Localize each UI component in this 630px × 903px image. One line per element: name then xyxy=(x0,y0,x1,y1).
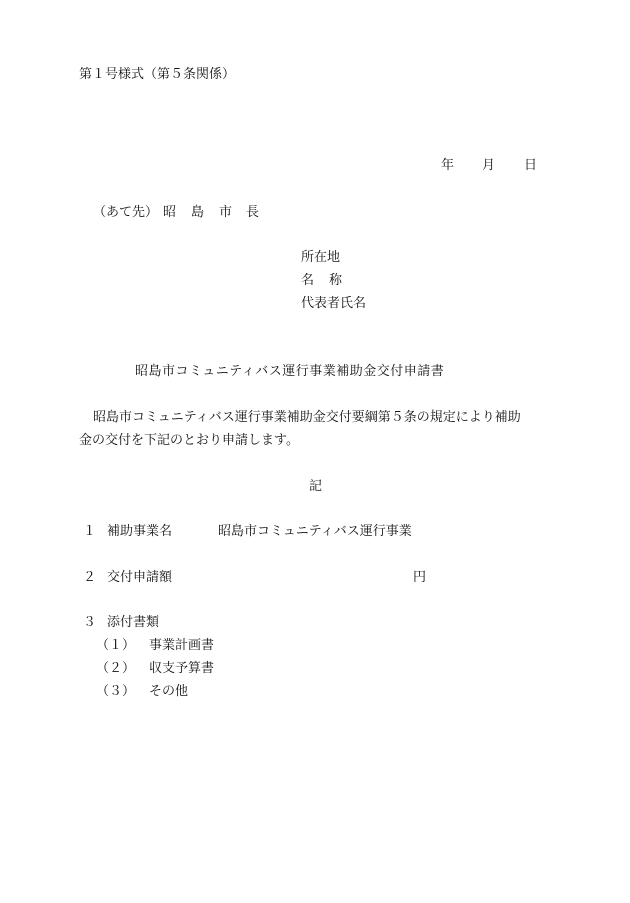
date-year: 年 xyxy=(441,158,455,173)
addressee-char-2: 島 xyxy=(191,205,205,220)
body-line-1: 昭島市コミュニティバス運行事業補助金交付要綱第５条の規定により補助 xyxy=(93,410,521,425)
applicant-representative-label: 代表者氏名 xyxy=(301,296,367,311)
addressee-char-1: 昭 xyxy=(163,205,177,220)
form-number: 第１号様式（第５条関係） xyxy=(79,67,236,82)
attachment-1-number: （１） xyxy=(96,638,136,653)
applicant-name-label-1: 名 xyxy=(301,273,315,288)
item3-label: 添付書類 xyxy=(107,615,160,630)
item1-label: 補助事業名 xyxy=(107,524,173,539)
applicant-name-label-2: 称 xyxy=(329,273,343,288)
attachment-1-label: 事業計画書 xyxy=(149,638,215,653)
addressee-char-3: 市 xyxy=(219,205,233,220)
ki-heading: 記 xyxy=(309,479,323,494)
item1-number: １ xyxy=(83,524,97,539)
item1-value: 昭島市コミュニティバス運行事業 xyxy=(218,524,412,539)
date-day: 日 xyxy=(524,158,538,173)
item2-label: 交付申請額 xyxy=(107,570,173,585)
date-month: 月 xyxy=(482,158,496,173)
addressee-char-4: 長 xyxy=(246,205,260,220)
document-title: 昭島市コミュニティバス運行事業補助金交付申請書 xyxy=(135,364,445,379)
attachment-3-label: その他 xyxy=(149,684,189,699)
addressee-prefix: （あて先） xyxy=(93,205,159,220)
attachment-3-number: （３） xyxy=(96,684,136,699)
item3-number: ３ xyxy=(83,615,97,630)
body-line-2: 金の交付を下記のとおり申請します。 xyxy=(79,433,299,448)
attachment-2-number: （２） xyxy=(96,661,136,676)
item2-unit: 円 xyxy=(413,570,427,585)
attachment-2-label: 収支予算書 xyxy=(149,661,215,676)
applicant-address-label: 所在地 xyxy=(301,250,341,265)
item2-number: ２ xyxy=(83,570,97,585)
